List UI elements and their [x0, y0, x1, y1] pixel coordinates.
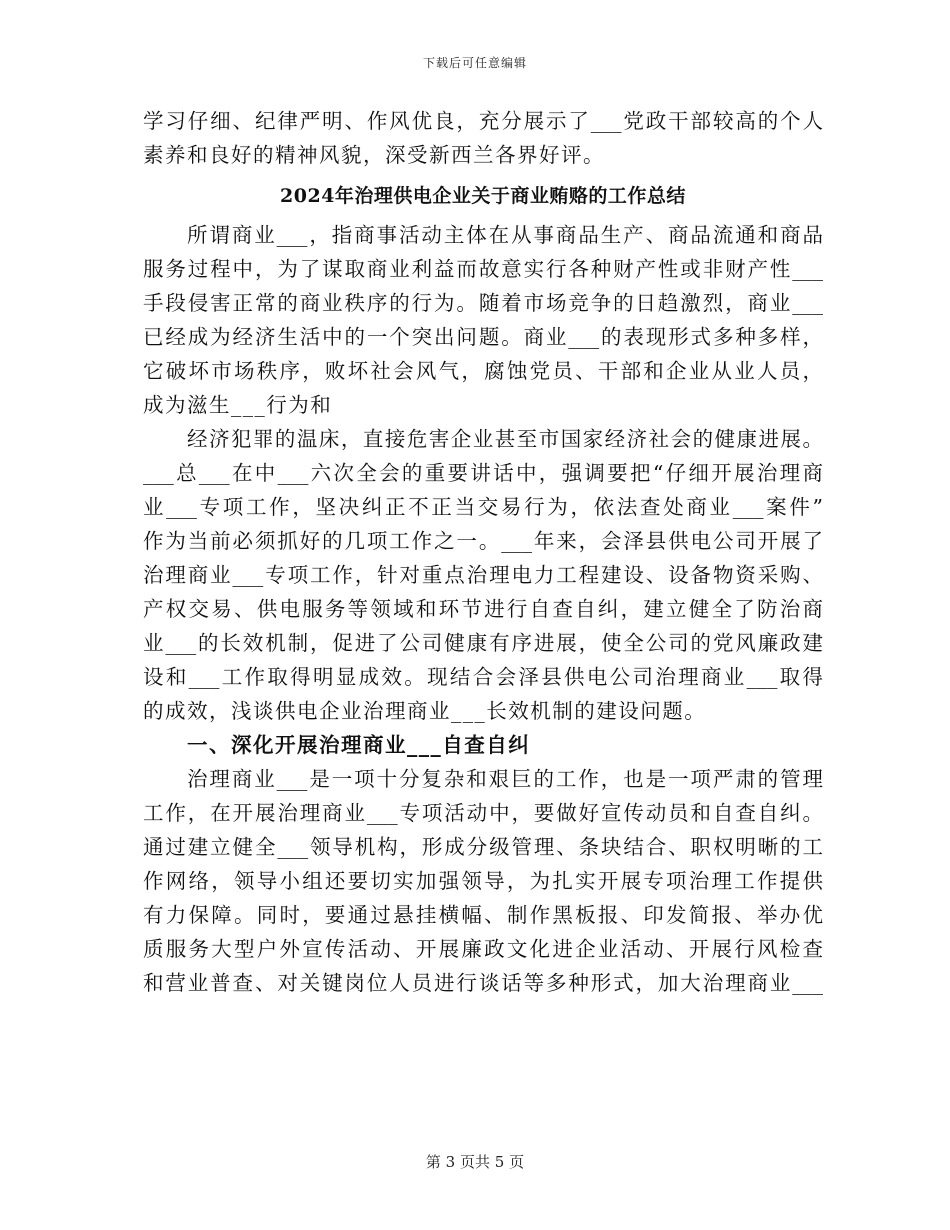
para2-line: 经济犯罪的温床，直接危害企业甚至市国家经济社会的健康进展。 [187, 427, 823, 451]
document-title: 2024年治理供电企业关于商业贿赂的工作总结 [280, 185, 686, 207]
para3-line: 质服务大型户外宣传活动、开展廉政文化进企业活动、开展行风检查 [143, 937, 823, 961]
para2-line: ___总___在中___六次全会的重要讲话中，强调要把“仔细开展治理商 [143, 461, 823, 485]
para3-line: 通过建立健全___领导机构，形成分级管理、条块结合、职权明晰的工 [143, 835, 823, 859]
para2-line: 作为当前必须抓好的几项工作之一。___年来，会泽县供电公司开展了 [143, 529, 823, 553]
section-heading: 一、深化开展治理商业___自查自纠 [187, 733, 531, 757]
para1-line: 已经成为经济生活中的一个突出问题。商业___的表现形式多种多样， [143, 325, 823, 349]
para3-line: 有力保障。同时，要通过悬挂横幅、制作黑板报、印发简报、举办优 [143, 903, 823, 927]
para2-line: 的成效，浅谈供电企业治理商业___长效机制的建设问题。 [143, 699, 707, 723]
para3-line: 工作，在开展治理商业___专项活动中，要做好宣传动员和自查自纠。 [143, 801, 823, 825]
para1-line: 所谓商业___，指商事活动主体在从事商品生产、商品流通和商品 [187, 223, 823, 247]
document-body [143, 104, 823, 1000]
para2-line: 业___专项工作，坚决纠正不正当交易行为，依法查处商业___案件” [143, 495, 823, 519]
page-footer: 第 3 页共 5 页 [425, 1153, 525, 1171]
para1-line: 它破坏市场秩序，败坏社会风气，腐蚀党员、干部和企业从业人员， [143, 359, 823, 383]
para3-line: 治理商业___是一项十分复杂和艰巨的工作，也是一项严肃的管理 [187, 767, 823, 791]
para2-line: 业___的长效机制，促进了公司健康有序进展，使全公司的党风廉政建 [143, 631, 823, 655]
para2-line: 治理商业___专项工作，针对重点治理电力工程建设、设备物资采购、 [143, 563, 823, 587]
intro-line: 学习仔细、纪律严明、作风优良，充分展示了___党政干部较高的个人 [143, 109, 823, 133]
para3-line: 和营业普查、对关键岗位人员进行谈话等多种形式，加大治理商业___ [143, 971, 823, 995]
para1-line: 成为滋生___行为和 [143, 393, 333, 417]
page-header: 下载后可任意编辑 [422, 56, 527, 70]
intro-line: 素养和良好的精神风貌，深受新西兰各界好评。 [143, 143, 605, 167]
para2-line: 设和___工作取得明显成效。现结合会泽县供电公司治理商业___取得 [143, 665, 823, 689]
para3-line: 作网络，领导小组还要切实加强领导，为扎实开展专项治理工作提供 [143, 869, 823, 893]
para1-line: 服务过程中，为了谋取商业利益而故意实行各种财产性或非财产性___ [143, 257, 823, 281]
para1-line: 手段侵害正常的商业秩序的行为。随着市场竞争的日趋激烈，商业___ [143, 291, 823, 315]
para2-line: 产权交易、供电服务等领域和环节进行自查自纠，建立健全了防治商 [143, 597, 823, 621]
